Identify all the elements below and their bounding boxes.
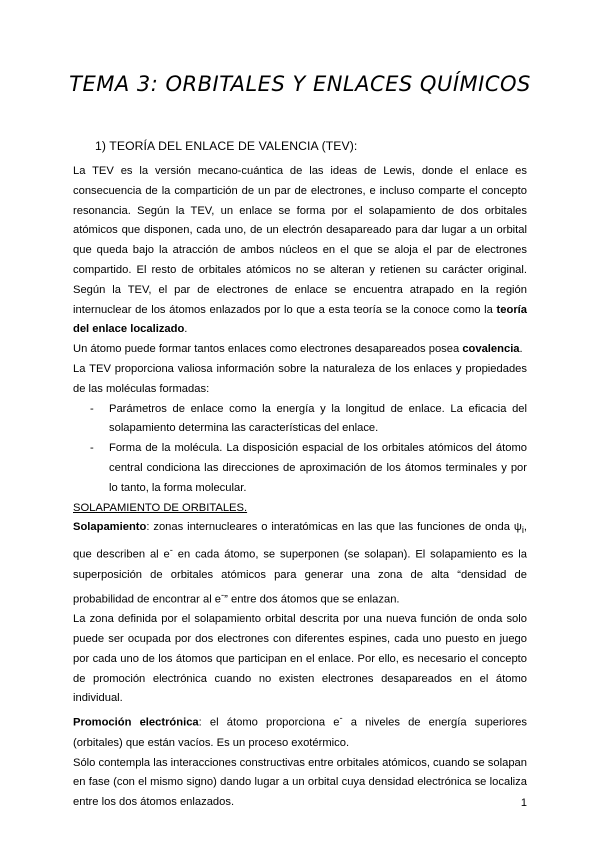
properties-list: [73, 400, 527, 499]
bold-term-enlace-localizado: teoría del enlace localizado: [73, 303, 527, 336]
paragraph-covalencia: Un átomo puede formar tantos enlaces como electrones desapareados posea covalencia.: [73, 343, 523, 356]
page-title: TEMA 3: ORBITALES Y ENLACES QUÍMICOS: [69, 72, 531, 96]
body-text: [73, 162, 527, 813]
bold-term-solapamiento: Solapamiento: [73, 521, 147, 534]
subheading-solapamiento: SOLAPAMIENTO DE ORBITALES.: [73, 501, 248, 514]
paragraph-tev-info: La TEV proporciona valiosa información sobre la naturaleza de los enlaces y propiedades de las moléculas formadas:: [73, 362, 527, 395]
paragraph-solapamiento: Solapamiento: zonas internucleares o interatómicas en las que las funciones de onda $\psi_i$, que describen al e- en cada átomo, se superponen (se solapan). El solapamiento es la superposición de orbitales atómicos para generar una zona de alta “densidad de probabilidad de encontrar al e-” entre dos átomos que se enlazan.: [73, 521, 527, 606]
paragraph-interacciones: Sólo contempla las interacciones constructivas entre orbitales atómicos, cuando se solapan en fase (con el mismo signo) dando lugar a un orbital cuya densidad electrónica se localiza entre los dos átomos enlazados.: [73, 756, 527, 809]
list-item: - Forma de la molécula. La disposición espacial de los orbitales atómicos del átomo central condiciona las direcciones de aproximación de los átomos terminales y por lo tanto, la forma molecular.: [73, 439, 527, 498]
section-heading: 1) TEORÍA DEL ENLACE DE VALENCIA (TEV):: [95, 139, 358, 153]
paragraph-promocion: Promoción electrónica: el átomo proporciona e- a niveles de energía superiores (orbitales) que están vacíos. Es un proceso exotérmico.: [73, 713, 527, 749]
paragraph-tev-definition: La TEV es la versión mecano-cuántica de las ideas de Lewis, donde el enlace es consecuencia de la compartición de un par de electrones, e incluso comparte el concepto resonancia. Según la TEV, un enlace se forma por el solapamiento de dos orbitales atómicos que disponen, cada uno, de un electrón desapareado para dar lugar a un orbital que queda bajo la atracción de ambos núcleos en el que se aloja el par de electrones compartido. El resto de orbitales atómicos no se alteran y retienen su carácter original. Según la TEV, el par de electrones de enlace se encuentra atrapado en la región internuclear de los átomos enlazados por lo que a esta teoría se la conoce como la teoría del enlace localizado.: [73, 165, 527, 336]
list-marker: -: [90, 442, 94, 455]
list-item: - Parámetros de enlace como la energía y la longitud de enlace. La eficacia del solapamiento determina las características del enlace.: [73, 400, 527, 440]
page-number: 1: [520, 797, 527, 809]
list-marker: -: [90, 402, 94, 415]
bold-term-covalencia: covalencia: [462, 343, 520, 356]
bold-term-promocion: Promoción electrónica: [73, 716, 199, 729]
paragraph-zona-solapamiento: La zona definida por el solapamiento orbital descrita por una nueva función de onda solo puede ser ocupada por dos electrones con diferentes espines, cada uno puesto en juego por cada uno de los átomos que participan en el enlace. Por ello, es necesario el concepto de promoción electrónica cuando no existen electrones desapareados en el átomo individual.: [73, 613, 527, 705]
